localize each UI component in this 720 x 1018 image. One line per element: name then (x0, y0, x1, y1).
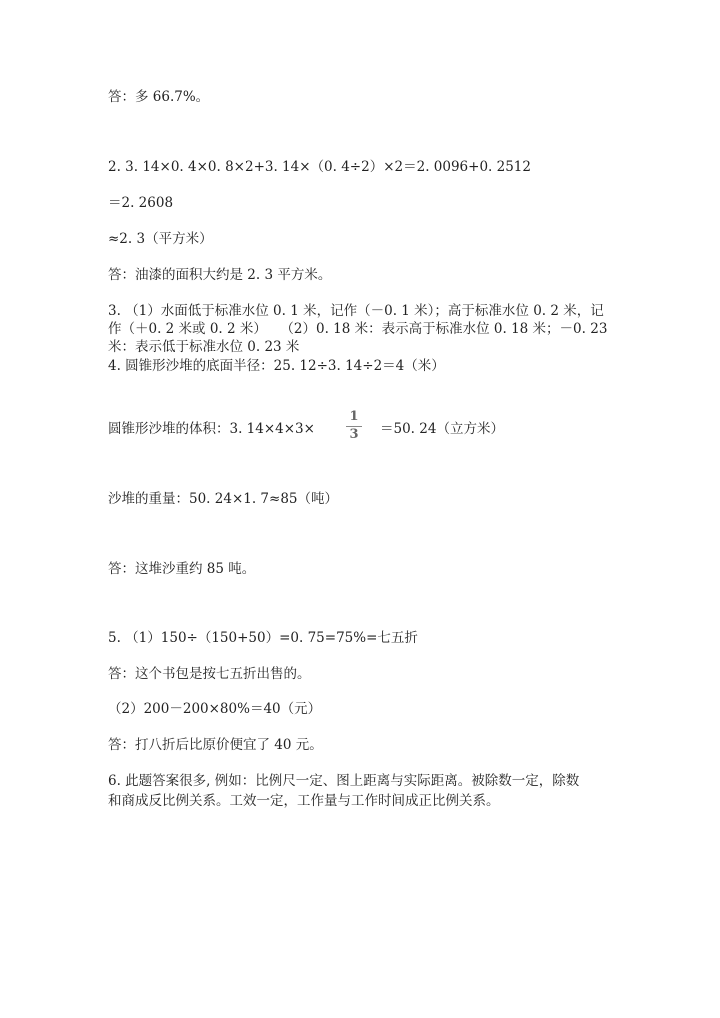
q4-radius: 4. 圆锥形沙堆的底面半径：25. 12÷3. 14÷2＝4（米） (108, 358, 445, 374)
q3-line-3: 米：表示低于标准水位 0. 23 米 (108, 339, 300, 355)
fraction-numerator: 1 (349, 409, 359, 424)
q5-answer-2: 答：打八折后比原价便宜了 40 元。 (108, 737, 323, 753)
q3-line-1: 3. （1）水面低于标准水位 0. 1 米，记作（－0. 1 米）；高于标准水位 0. 2 米，记 (108, 303, 604, 319)
q2-result: ＝2. 2608 (108, 195, 174, 211)
q6-line-1: 6. 此题答案很多, 例如：比例尺一定、图上距离与实际距离。被除数一定，除数 (108, 773, 580, 789)
q5-part1: 5. （1）150÷（150+50）=0. 75=75%=七五折 (108, 630, 418, 646)
answer-line-1: 答：多 66.7%。 (108, 89, 210, 105)
q5-answer-1: 答：这个书包是按七五折出售的。 (108, 666, 311, 682)
q6-line-2: 和商成反比例关系。工效一定，工作量与工作时间成正比例关系。 (108, 793, 500, 809)
q4-volume-label: 圆锥形沙堆的体积：3. 14×4×3× (108, 421, 315, 437)
q5-part2: （2）200－200×80%＝40（元） (108, 701, 322, 717)
q3-line-2: 作（＋0. 2 米或 0. 2 米） （2）0. 18 米：表示高于标准水位 0. 18 米；－0. 23 (108, 321, 608, 337)
q4-weight: 沙堆的重量：50. 24×1. 7≈85（吨） (108, 491, 339, 507)
fraction-one-third (346, 410, 362, 442)
q4-answer: 答：这堆沙重约 85 吨。 (108, 561, 256, 577)
q2-answer: 答：油漆的面积大约是 2. 3 平方米。 (108, 267, 332, 283)
fraction-denominator: 3 (349, 427, 359, 442)
q4-volume-result: ＝50. 24（立方米） (380, 421, 504, 437)
q2-approx: ≈2. 3（平方米） (108, 231, 213, 247)
q2-equation: 2. 3. 14×0. 4×0. 8×2+3. 14×（0. 4÷2）×2＝2. 0096+0. 2512 (108, 159, 531, 175)
